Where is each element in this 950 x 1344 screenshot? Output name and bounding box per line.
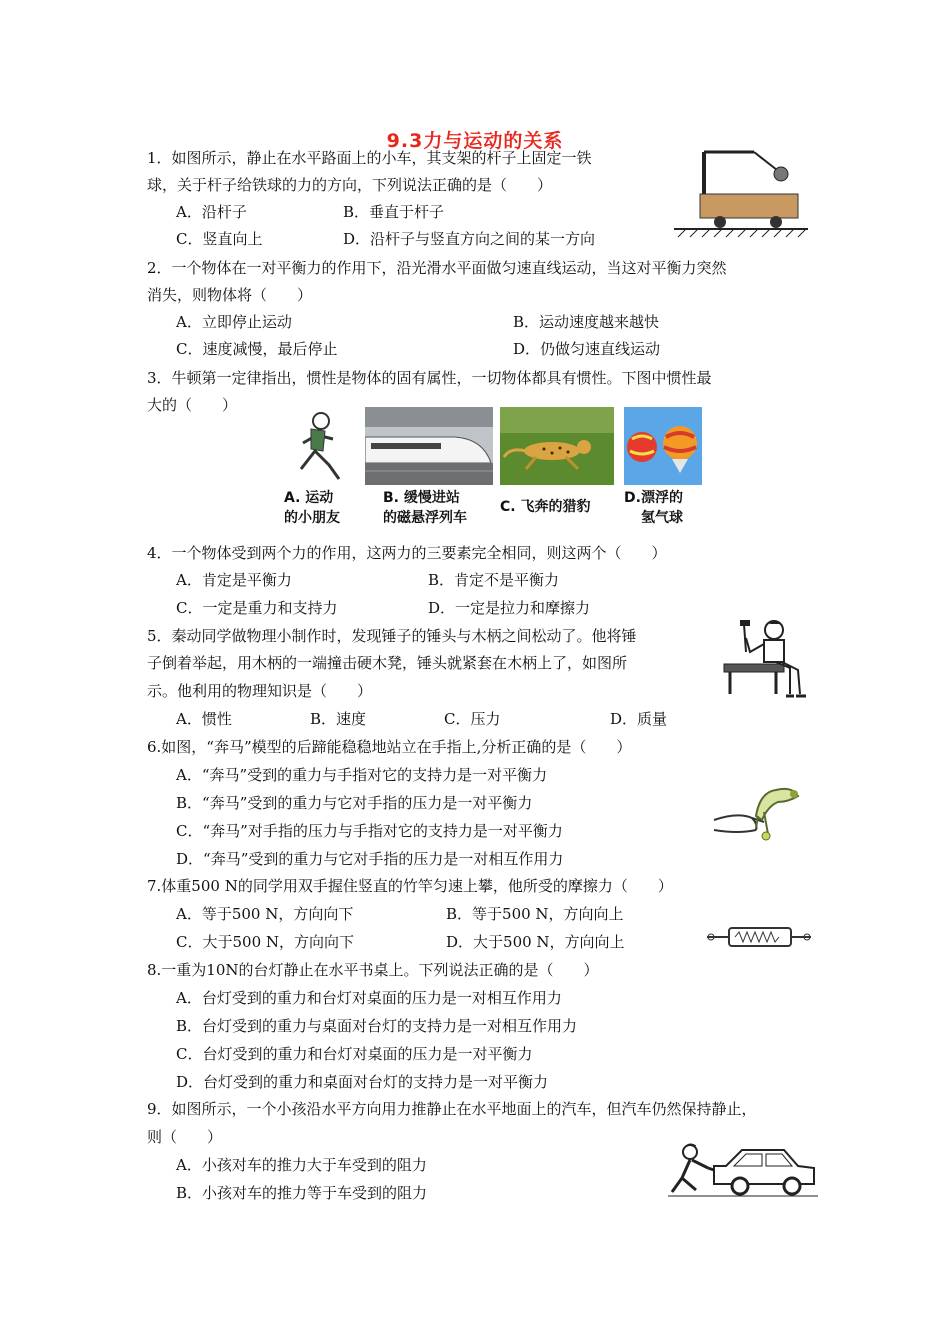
q1-option-a: A．沿杆子: [176, 203, 247, 221]
q5-option-c: C．压力: [444, 710, 501, 728]
hammer-bench-figure: [720, 616, 812, 700]
q3-caption-d-1: D.漂浮的: [624, 490, 683, 506]
q5-option-a: A．惯性: [176, 710, 232, 728]
q1-line-2: 球，关于杆子给铁球的力的方向，下列说法正确的是（ ）: [147, 176, 553, 194]
q1-option-b: B．垂直于杆子: [343, 203, 445, 221]
q7-line-1: 7.体重500 N的同学用双手握住竖直的竹竿匀速上攀，他所受的摩擦力（ ）: [147, 877, 673, 895]
q4-option-d: D．一定是拉力和摩擦力: [428, 599, 591, 617]
q5-line-1: 5．秦动同学做物理小制作时，发现锤子的锤头与木柄之间松动了。他将锤: [147, 627, 637, 645]
q6-option-d: D．“奔马”受到的重力与它对手指的压力是一对相互作用力: [176, 850, 564, 868]
q2-line-2: 消失，则物体将（ ）: [147, 286, 313, 304]
q3-line-1: 3．牛顿第一定律指出，惯性是物体的固有属性，一切物体都具有惯性。下图中惯性最: [147, 369, 712, 387]
q7-option-b: B．等于500 N，方向向上: [446, 905, 624, 923]
q5-option-b: B．速度: [310, 710, 367, 728]
cart-figure: [672, 142, 812, 242]
q6-option-c: C．“奔马”对手指的压力与手指对它的支持力是一对平衡力: [176, 822, 563, 840]
q1-option-c: C．竖直向上: [176, 230, 263, 248]
q3-caption-b-2: 的磁悬浮列车: [383, 510, 467, 526]
q5-line-2: 子倒着举起，用木柄的一端撞击硬木凳，锤头就紧套在木柄上了，如图所: [147, 654, 628, 672]
q3-caption-a-2: 的小朋友: [284, 510, 340, 526]
q8-option-d: D．台灯受到的重力和桌面对台灯的支持力是一对平衡力: [176, 1073, 549, 1091]
maglev-train-image: [365, 407, 493, 485]
page-title: 9.3力与运动的关系: [386, 130, 564, 152]
q4-line-1: 4．一个物体受到两个力的作用，这两力的三要素完全相同，则这两个（ ）: [147, 544, 667, 562]
q3-caption-a-1: A. 运动: [284, 490, 334, 506]
q9-option-b: B．小孩对车的推力等于车受到的阻力: [176, 1184, 428, 1202]
q2-option-a: A．立即停止运动: [176, 313, 292, 331]
q4-option-a: A．肯定是平衡力: [176, 571, 292, 589]
q3-caption-b-1: B. 缓慢进站: [383, 490, 460, 506]
q7-option-d: D．大于500 N，方向向上: [446, 933, 625, 951]
q1-line-1: 1．如图所示，静止在水平路面上的小车，其支架的杆子上固定一铁: [147, 149, 592, 167]
q2-line-1: 2．一个物体在一对平衡力的作用下，沿光滑水平面做匀速直线运动，当这对平衡力突然: [147, 259, 727, 277]
q9-option-a: A．小孩对车的推力大于车受到的阻力: [176, 1156, 427, 1174]
q3-caption-d-2: 氢气球: [641, 510, 683, 526]
q8-option-a: A．台灯受到的重力和台灯对桌面的压力是一对相互作用力: [176, 989, 562, 1007]
q2-option-d: D．仍做匀速直线运动: [513, 340, 661, 358]
q6-option-b: B．“奔马”受到的重力与它对手指的压力是一对平衡力: [176, 794, 533, 812]
spring-scale-figure: [705, 922, 813, 952]
q4-option-c: C．一定是重力和支持力: [176, 599, 338, 617]
cheetah-image: [500, 407, 614, 485]
horse-on-finger-figure: [712, 772, 808, 846]
q2-option-c: C．速度减慢，最后停止: [176, 340, 338, 358]
running-child-image: [281, 407, 359, 485]
q7-option-a: A．等于500 N，方向向下: [176, 905, 354, 923]
q7-option-c: C．大于500 N，方向向下: [176, 933, 355, 951]
q5-line-3: 示。他利用的物理知识是（ ）: [147, 682, 373, 700]
q8-option-c: C．台灯受到的重力和台灯对桌面的压力是一对平衡力: [176, 1045, 533, 1063]
q9-line-2: 则（ ）: [147, 1128, 223, 1146]
q9-line-1: 9．如图所示，一个小孩沿水平方向用力推静止在水平地面上的汽车，但汽车仍然保持静止，: [147, 1100, 757, 1118]
child-pushing-car-figure: [668, 1142, 818, 1200]
q4-option-b: B．肯定不是平衡力: [428, 571, 560, 589]
q1-option-d: D．沿杆子与竖直方向之间的某一方向: [343, 230, 596, 248]
q3-line-2: 大的（ ）: [147, 396, 238, 414]
q5-option-d: D．质量: [610, 710, 668, 728]
q8-line-1: 8.一重为10N的台灯静止在水平书桌上。下列说法正确的是（ ）: [147, 961, 599, 979]
q2-option-b: B．运动速度越来越快: [513, 313, 660, 331]
q8-option-b: B．台灯受到的重力与桌面对台灯的支持力是一对相互作用力: [176, 1017, 578, 1035]
hydrogen-balloon-image: [624, 407, 702, 485]
q6-option-a: A．“奔马”受到的重力与手指对它的支持力是一对平衡力: [176, 766, 548, 784]
q3-caption-c: C. 飞奔的猎豹: [500, 499, 591, 515]
q6-line-1: 6.如图，“奔马”模型的后蹄能稳稳地站立在手指上,分析正确的是（ ）: [147, 738, 632, 756]
